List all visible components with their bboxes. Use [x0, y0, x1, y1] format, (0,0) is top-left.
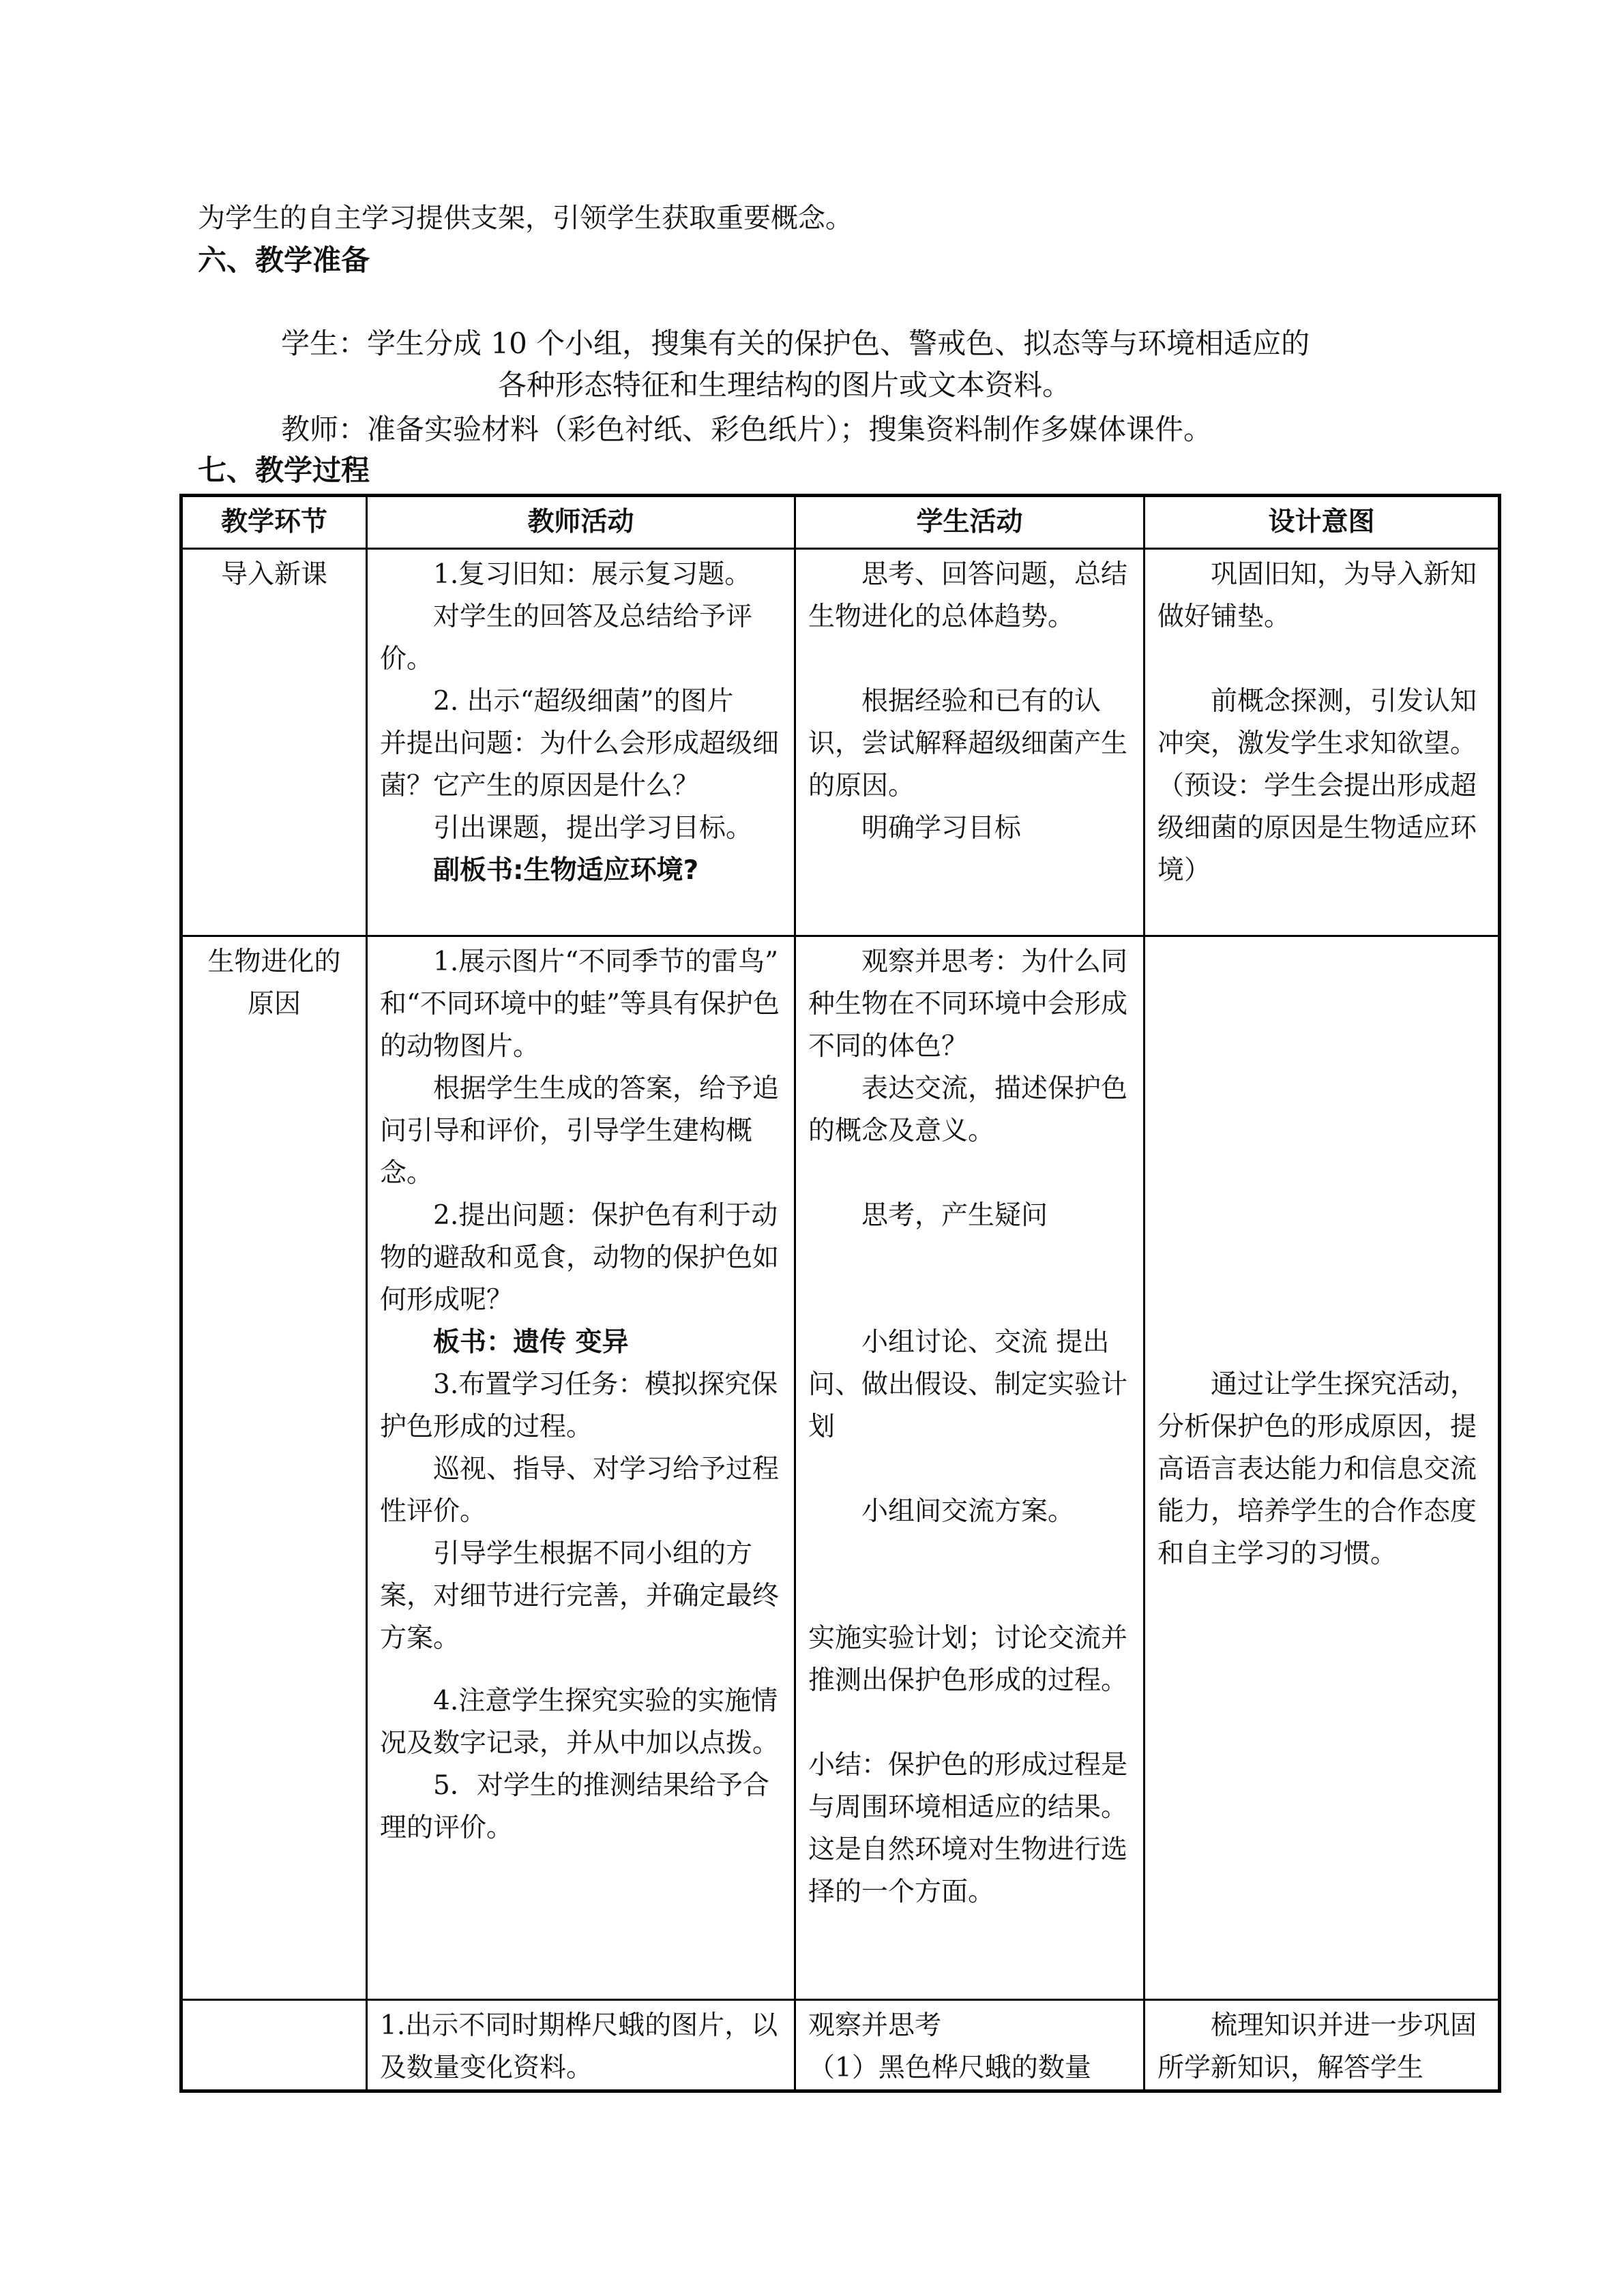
teacher-text: 2.提出问题：保护色有利于动物的避敌和觅食，动物的保护色如何形成呢？: [380, 1200, 780, 1315]
teacher-text: 1.出示不同时期桦尺蛾的图片，以及数量变化资料。: [380, 2010, 778, 2083]
intro-line: 为学生的自主学习提供支架，引领学生获取重要概念。: [198, 203, 853, 234]
teacher-activity-cell: [367, 936, 795, 2000]
teacher-text: 2. 出示“超级细菌”的图片: [433, 686, 734, 717]
stage-cell: 生物进化的原因: [181, 936, 367, 2000]
teacher-activity-cell: [367, 2000, 795, 2091]
design-intent-cell: [1145, 549, 1500, 936]
student-text: 表达交流，描述保护色的概念及意义。: [808, 1073, 1128, 1146]
section6-heading: 六、教学准备: [198, 243, 370, 277]
prep-student-line2: 各种形态特征和生理结构的图片或文本资料。: [498, 368, 1072, 402]
intent-text: 梳理知识并进一步巩固所学新知识，解答学生: [1157, 2010, 1477, 2083]
intent-text: （预设：学生会提出形成超级细菌的原因是生物适应环境）: [1157, 771, 1477, 886]
teacher-text: 3.布置学习任务：模拟探究保护色形成的过程。: [380, 1369, 778, 1442]
stage-cell: 导入新课: [181, 549, 367, 936]
student-activity-cell: [795, 2000, 1145, 2091]
teacher-board-note: 副板书:生物适应环境?: [433, 855, 699, 886]
table-row: [181, 936, 1500, 2000]
table-row: [181, 2000, 1500, 2091]
teacher-text: 4.注意学生探究实验的实施情况及数字记录，并从中加以点拨。: [380, 1686, 780, 1759]
student-text: 实施实验计划；讨论交流并推测出保护色形成的过程。: [808, 1623, 1128, 1696]
stage-cell: [181, 2000, 367, 2091]
student-text: （1）黑色桦尺蛾的数量: [808, 2053, 1091, 2083]
teacher-text: 巡视、指导、对学习给予过程性评价。: [380, 1454, 780, 1527]
prep-teacher-line: 教师：准备实验材料（彩色衬纸、彩色纸片）；搜集资料制作多媒体课件。: [281, 413, 1213, 446]
table-header-row: [181, 496, 1500, 549]
intent-text: 巩固旧知，为导入新知做好铺垫。: [1157, 559, 1477, 632]
teacher-text: 1.展示图片“不同季节的雷鸟” 和“不同环境中的蛙”等具有保护色的动物图片。: [380, 946, 780, 1062]
header-stage: 教学环节: [181, 496, 367, 549]
student-text: 小组间交流方案。: [861, 1496, 1075, 1527]
intent-text: 前概念探测，引发认知冲突，激发学生求知欲望。: [1157, 686, 1477, 759]
teacher-text: 5．对学生的推测结果给予合理的评价。: [380, 1770, 769, 1843]
teacher-text: 引导学生根据不同小组的方案，对细节进行完善，并确定最终方案。: [380, 1538, 780, 1654]
teacher-text: 引出课题，提出学习目标。: [433, 813, 753, 844]
header-teacher-activity: 教师活动: [367, 496, 795, 549]
table-row: [181, 549, 1500, 936]
design-intent-cell: [1145, 2000, 1500, 2091]
header-design-intent: 设计意图: [1145, 496, 1500, 549]
teacher-activity-cell: [367, 549, 795, 936]
student-text: 明确学习目标: [861, 813, 1022, 844]
student-activity-cell: [795, 549, 1145, 936]
student-text: 思考，产生疑问: [861, 1200, 1048, 1231]
teacher-board-note: 板书：遗传 变异: [433, 1327, 629, 1358]
section7-heading: 七、教学过程: [198, 453, 370, 487]
header-student-activity: 学生活动: [795, 496, 1145, 549]
intent-text: 通过让学生探究活动，分析保护色的形成原因，提高语言表达能力和信息交流能力，培养学生的合作态度和自主学习的习惯。: [1157, 1369, 1477, 1569]
student-summary: 小结：保护色的形成过程是与周围环境相适应的结果。这是自然环境对生物进行选择的一个方面。: [808, 1750, 1128, 1907]
teacher-text: 根据学生生成的答案，给予追问引导和评价，引导学生建构概念。: [380, 1073, 780, 1189]
student-text: 观察并思考: [808, 2010, 942, 2041]
teacher-text: 对学生的回答及总结给予评价。: [380, 601, 753, 674]
student-text: 观察并思考：为什么同种生物在不同环境中会形成不同的体色？: [808, 946, 1128, 1062]
design-intent-cell: [1145, 936, 1500, 2000]
prep-student-line1: 学生：学生分成 10 个小组，搜集有关的保护色、警戒色、拟态等与环境相适应的: [281, 327, 1310, 360]
student-text: 思考、回答问题，总结生物进化的总体趋势。: [808, 559, 1128, 632]
student-text: 根据经验和已有的认识，尝试解释超级细菌产生的原因。: [808, 686, 1128, 801]
teacher-text: 1.复习旧知：展示复习题。: [433, 559, 752, 590]
teacher-text: 并提出问题：为什么会形成超级细菌？它产生的原因是什么？: [380, 728, 780, 801]
student-text: 小组讨论、交流 提出问、做出假设、制定实验计划: [808, 1327, 1128, 1442]
teaching-process-table: [179, 494, 1501, 2093]
student-activity-cell: [795, 936, 1145, 2000]
